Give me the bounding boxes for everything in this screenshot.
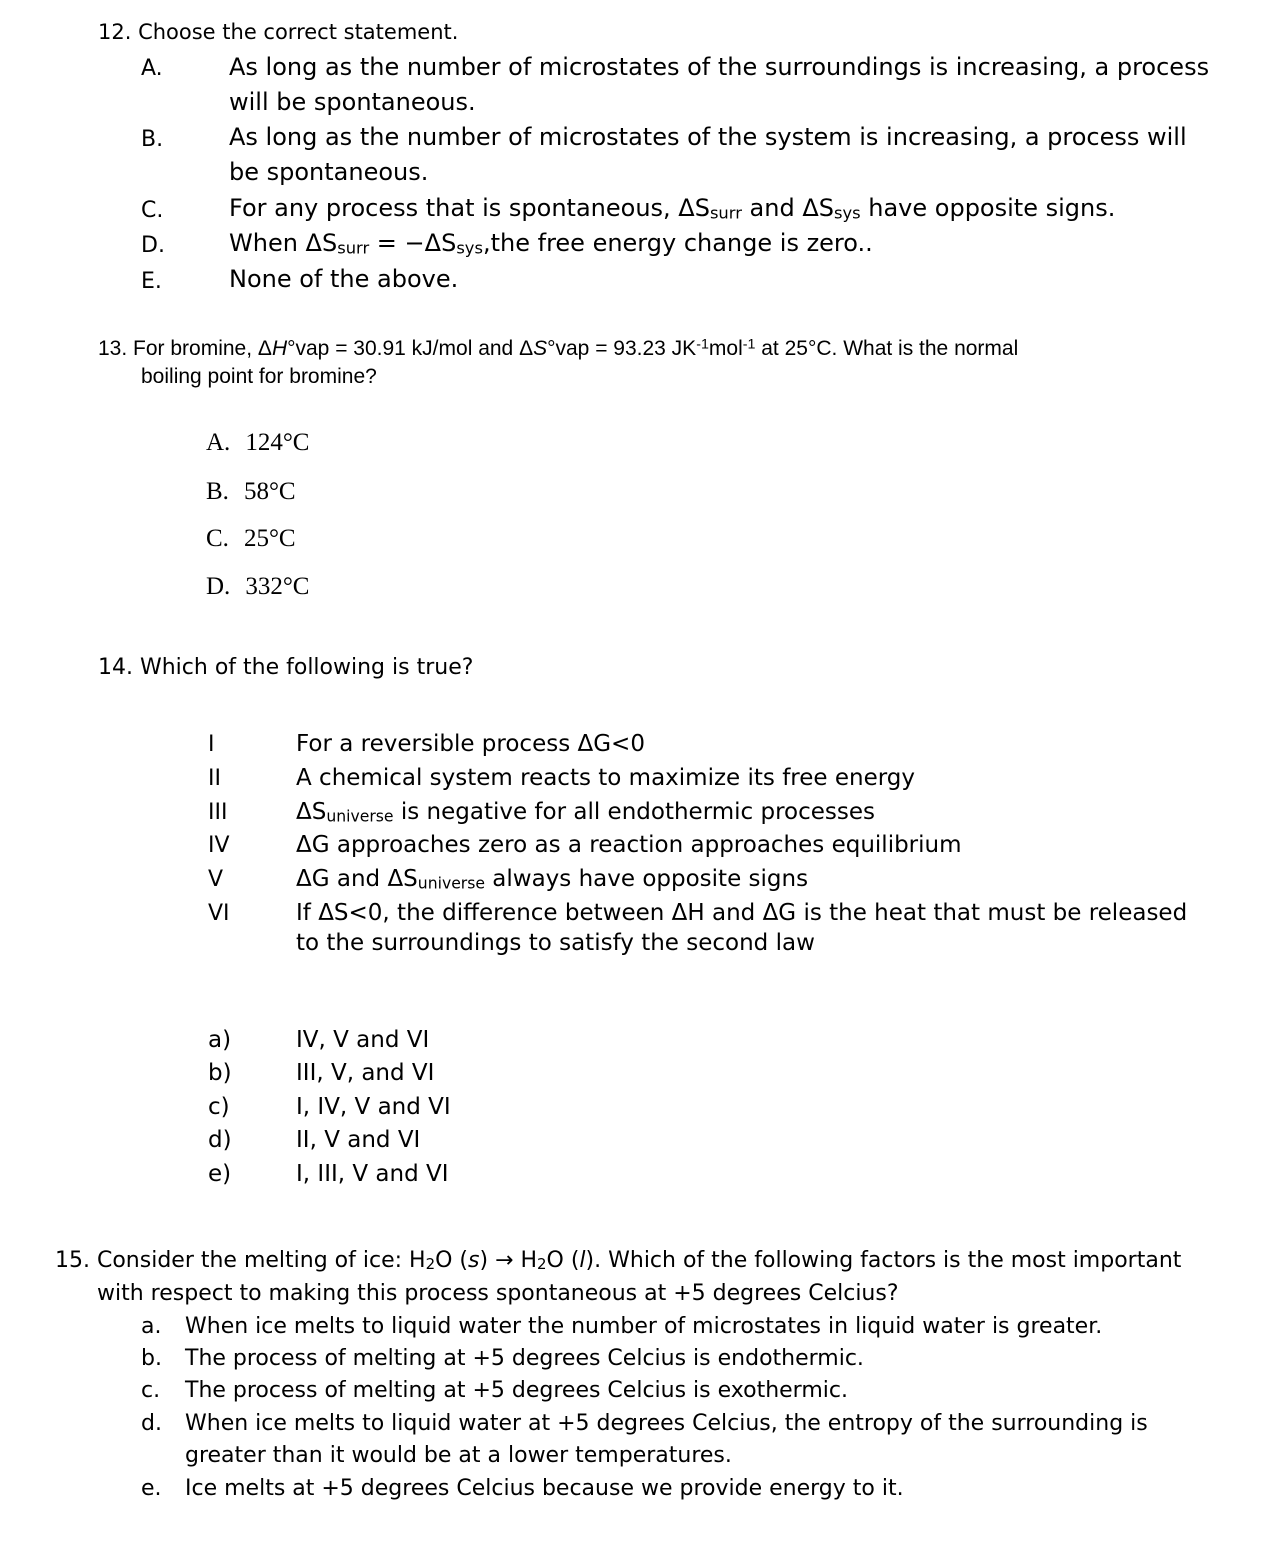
statement-14-4-num: IV [208,833,230,858]
answer-14c-text: I, IV, V and VI [296,1094,451,1120]
statement-14-3-text: $\Delta S_{universe}$ is negative for all endothermic processes [296,799,876,826]
question-15-line-2: with respect to making this process spontaneous at +5 degrees Celcius? [97,1281,899,1306]
statement-14-4-text: ΔG approaches zero as a reaction approaches equilibrium [296,832,962,858]
statement-14-5-text: ΔG and $\Delta S_{universe}$ always have opposite signs [296,866,809,893]
statement-14-3-num: III [208,800,228,825]
option-15b-text: The process of melting at +5 degrees Celcius is endothermic. [185,1346,864,1371]
answer-14b-text: III, V, and VI [296,1060,435,1086]
question-13-line-1: 13. For bromine, ΔH°vap = 30.91 kJ/mol and ΔS°vap = 93.23 $JK^{-1}mol^{-1}$ at 25°C. What is the normal [98,336,1019,360]
option-13b: B. 58°C [206,478,296,505]
option-12a-line-2: will be spontaneous. [229,88,476,116]
option-15d-label: d. [141,1411,162,1436]
statement-14-1-text: For a reversible process ΔG<0 [296,731,645,757]
answer-14d-label: d) [208,1127,232,1153]
option-12b-line-1: As long as the number of microstates of the system is increasing, a process will [229,123,1187,151]
option-12a-line-1: As long as the number of microstates of the surroundings is increasing, a process [229,53,1210,81]
option-15c-label: c. [141,1378,161,1403]
option-15d-line-2: greater than it would be at a lower temperatures. [185,1443,732,1468]
answer-14e-label: e) [208,1161,232,1187]
answer-14b-label: b) [208,1060,232,1086]
option-15d-line-1: When ice melts to liquid water at +5 degrees Celcius, the entropy of the surrounding is [185,1411,1148,1436]
question-15-line-1: 15. Consider the melting of ice: $H_2O$ $(s) \to H_2O$ (l). Which of the following factors is the most important [55,1248,1182,1274]
option-13c: C. 25°C [206,525,296,552]
answer-14a-label: a) [208,1027,232,1053]
statement-14-2-num: II [208,766,221,791]
option-15a-label: a. [141,1314,162,1339]
option-12e-text: None of the above. [229,265,459,293]
statement-14-6-num: VI [208,901,230,926]
question-14-title: 14. Which of the following is true? [98,655,474,680]
option-12d-text: When $\Delta S_{surr} = -\Delta S_{sys},the$ free energy change is zero.. [229,229,873,258]
statement-14-1-num: I [208,732,215,757]
option-12e-label: E. [141,269,162,294]
statement-14-5-num: V [208,867,224,892]
option-15e-label: e. [141,1476,162,1501]
option-13d: D. 332°C [206,573,310,600]
option-15a-text: When ice melts to liquid water the number of microstates in liquid water is greater. [185,1314,1103,1339]
statement-14-6-line-1: If ΔS<0, the difference between ΔH and ΔG is the heat that must be released [296,900,1188,926]
option-15c-text: The process of melting at +5 degrees Celcius is exothermic. [185,1378,848,1403]
question-13-line-2: boiling point for bromine? [141,365,377,388]
answer-14e-text: I, III, V and VI [296,1161,449,1187]
option-12d-label: D. [141,233,165,258]
answer-14c-label: c) [208,1094,230,1120]
answer-14d-text: II, V and VI [296,1127,421,1153]
statement-14-2-text: A chemical system reacts to maximize its free energy [296,765,916,791]
option-12b-line-2: be spontaneous. [229,158,429,186]
option-12c-label: C. [141,198,164,223]
answer-14a-text: IV, V and VI [296,1027,430,1053]
option-15b-label: b. [141,1346,162,1371]
option-12a-label: A. [141,56,163,81]
option-12b-label: B. [141,127,164,152]
option-13a: A. 124°C [206,429,310,456]
option-15e-text: Ice melts at +5 degrees Celcius because we provide energy to it. [185,1476,904,1501]
question-12-title: 12. Choose the correct statement. [98,20,459,44]
statement-14-6-line-2: to the surroundings to satisfy the second law [296,930,815,956]
option-12c-text: For any process that is spontaneous, $\Delta S_{surr}$ and $\Delta S_{sys}$ have opposite signs. [229,194,1116,223]
